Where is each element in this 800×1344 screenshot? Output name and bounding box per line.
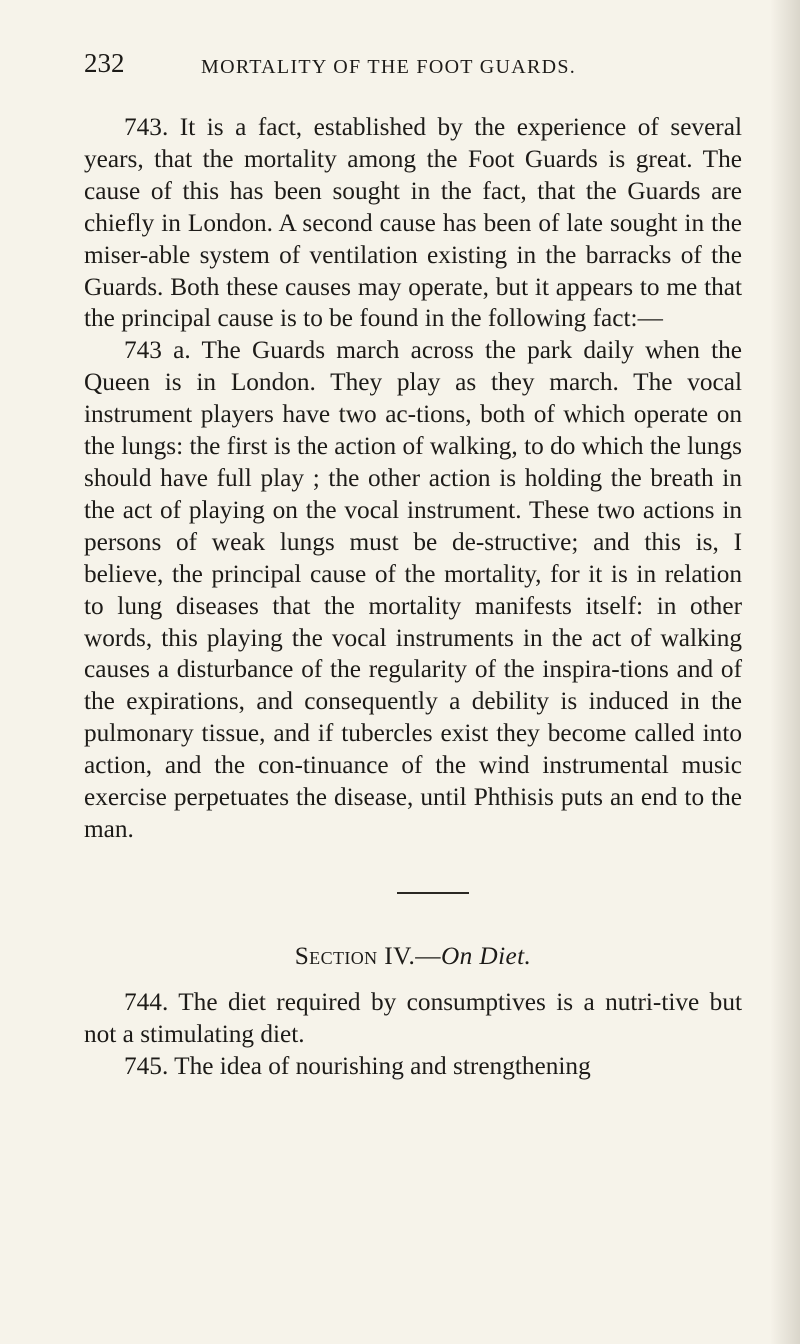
section-label: Section IV. <box>294 941 416 970</box>
paragraph-744: 744. The diet required by consumptives is a nutri-tive but not a stimulating diet. <box>84 987 742 1048</box>
paragraph-745: 745. The idea of nourishing and strengthening <box>124 1051 591 1080</box>
section-dash: — <box>415 941 441 970</box>
body-text <box>84 112 742 1082</box>
page-header <box>84 48 734 88</box>
running-title: MORTALITY OF THE FOOT GUARDS. <box>201 56 577 78</box>
section-title: On Diet. <box>440 941 532 970</box>
page-edge-shadow <box>770 0 800 1344</box>
page-number: 232 <box>84 48 125 78</box>
section-heading <box>84 941 742 973</box>
section-divider <box>397 892 469 894</box>
paragraph-743a: 743 a. The Guards march across the park daily when the Queen is in London. They play as they march. The vocal instrument players have two ac-tions, both of which operate on the lungs: the first is the action of walking, to do which the lungs should have full play ; the other action is holding the breath in the act of playing on the vocal instrument. These two actions in persons of weak lungs must be de-structive; and this is, I believe, the principal cause of the mortality, for it is in relation to lung diseases that the mortality manifests itself: in other words, this playing the vocal instruments in the act of walking causes a disturbance of the regularity of the inspira-tions and of the expirations, and consequently a debility is induced in the pulmonary tissue, and if tubercles exist they become called into action, and the con-tinuance of the wind instrumental music exercise perpetuates the disease, until Phthisis puts an end to the man. <box>84 336 742 843</box>
paragraph-743: 743. It is a fact, established by the experience of several years, that the mortality among the Foot Guards is great. The cause of this has been sought in the fact, that the Guards are chiefly in London. A second cause has been of late sought in the miser-able system of ventilation existing in the barracks of the Guards. Both these causes may operate, but it appears to me that the principal cause is to be found in the following fact:— <box>84 113 742 333</box>
